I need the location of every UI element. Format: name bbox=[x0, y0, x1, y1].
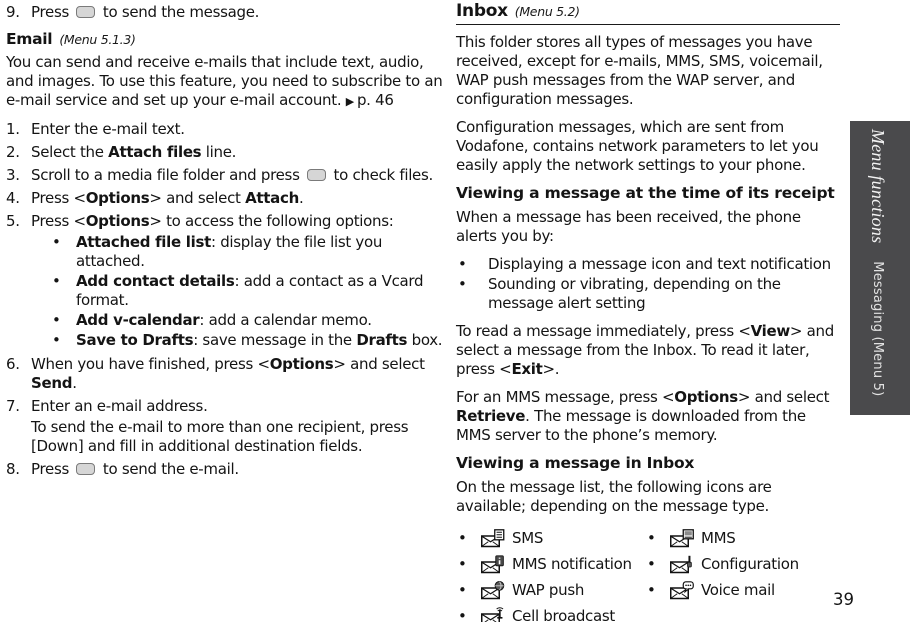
softkey-button-icon bbox=[307, 169, 326, 181]
bullet-icon: • bbox=[52, 311, 61, 329]
sidebar-book-title: Menu functions bbox=[868, 129, 889, 244]
sub-bullet-text bbox=[76, 331, 452, 350]
step-number: 1. bbox=[6, 120, 20, 138]
step-number: 5. bbox=[6, 212, 20, 230]
step-number: 9. bbox=[6, 3, 20, 21]
text-run: > and select bbox=[737, 388, 830, 406]
emphasis-text: Exit bbox=[511, 360, 543, 378]
alert-paragraph: When a message has been received, the phone alerts you by: bbox=[456, 208, 801, 245]
step-body bbox=[31, 212, 452, 351]
text-run: . The message is downloaded from the MMS server to the phone’s memory. bbox=[456, 407, 806, 444]
step-number: 2. bbox=[6, 143, 20, 161]
inbox-section-title: Inbox bbox=[456, 1, 508, 21]
inbox-view-heading: Viewing a message in Inbox bbox=[456, 454, 695, 472]
text-run: Select the bbox=[31, 143, 109, 161]
email-section-heading bbox=[6, 30, 452, 49]
step-body bbox=[31, 143, 452, 162]
text-run: : display the file list you attached. bbox=[76, 233, 383, 270]
message-icon-column-left bbox=[456, 525, 645, 622]
mms-notification-icon bbox=[480, 555, 505, 574]
text-run: to send the message. bbox=[98, 3, 260, 21]
text-run: > to access the following options: bbox=[149, 212, 394, 230]
numbered-step bbox=[6, 166, 452, 185]
inbox-menu-reference: (Menu 5.2) bbox=[514, 4, 580, 19]
step-continuation-text: To send the e-mail to more than one recipient, press [Down] and fill in additional destination fields. bbox=[31, 418, 409, 455]
step-text bbox=[31, 120, 452, 139]
text-run: Press < bbox=[31, 212, 86, 230]
text-run: : add a contact as a Vcard format. bbox=[76, 272, 424, 309]
step-text bbox=[31, 212, 452, 231]
wap-push-icon bbox=[480, 581, 505, 600]
bullet-icon: • bbox=[647, 554, 656, 573]
sidebar-chapter-label: Messaging (Menu 5) bbox=[870, 261, 886, 397]
emphasis-text: Options bbox=[269, 355, 334, 373]
sidebar-tab bbox=[850, 121, 910, 415]
sub-bullet-text bbox=[76, 272, 452, 310]
step-text bbox=[31, 460, 452, 479]
emphasis-text: Options bbox=[85, 212, 150, 230]
alert-bullet-text: Sounding or vibrating, depending on the message alert setting bbox=[488, 275, 781, 312]
text-run: > and select bbox=[333, 355, 425, 373]
step-body bbox=[31, 460, 452, 479]
emphasis-text: View bbox=[750, 322, 790, 340]
step-text bbox=[31, 3, 452, 22]
text-run: You can send and receive e-mails that include text, audio, and images. To use this feature, you need to subscribe to an e-mail service and set up your e-mail account. bbox=[6, 53, 443, 109]
page-number: 39 bbox=[833, 590, 854, 609]
emphasis-text: Save to Drafts bbox=[76, 331, 194, 349]
step-number: 3. bbox=[6, 166, 20, 184]
email-section-title: Email bbox=[6, 30, 53, 48]
text-run: > and select a message from the Inbox. To read it later, press < bbox=[456, 322, 834, 378]
sub-bullet-text bbox=[76, 233, 452, 271]
left-column bbox=[6, 3, 452, 483]
text-run: Press < bbox=[31, 189, 86, 207]
text-run: : add a calendar memo. bbox=[199, 311, 372, 329]
step-body bbox=[31, 189, 452, 208]
text-run: To read a message immediately, press < bbox=[456, 322, 751, 340]
message-type-label: MMS notification bbox=[512, 554, 632, 573]
message-type-item bbox=[456, 603, 645, 622]
numbered-step bbox=[6, 355, 452, 393]
mms-icon bbox=[669, 529, 694, 548]
page-reference-arrow-icon: ▶ bbox=[345, 95, 354, 108]
bullet-icon: • bbox=[647, 528, 656, 547]
softkey-button-icon bbox=[76, 463, 95, 475]
bullet-icon: • bbox=[647, 580, 656, 599]
message-type-item bbox=[645, 551, 840, 577]
step-text bbox=[31, 189, 452, 208]
carryover-step-container bbox=[6, 3, 452, 22]
step-number: 8. bbox=[6, 460, 20, 478]
mms-retrieve-paragraph bbox=[456, 388, 840, 445]
emphasis-text: Add contact details bbox=[76, 272, 235, 290]
message-type-label: WAP push bbox=[512, 580, 585, 599]
text-run: p. 46 bbox=[356, 91, 394, 109]
step-body bbox=[31, 166, 452, 185]
text-run: Scroll to a media file folder and press bbox=[31, 166, 305, 184]
voice-mail-icon bbox=[669, 581, 694, 600]
step-body bbox=[31, 355, 452, 393]
text-run: . bbox=[72, 374, 77, 392]
message-icon-column-right bbox=[645, 525, 840, 622]
text-run: >. bbox=[542, 360, 560, 378]
sidebar-rotated-labels bbox=[859, 129, 897, 407]
step-body bbox=[31, 397, 452, 456]
read-message-paragraph bbox=[456, 322, 840, 379]
bullet-icon: • bbox=[52, 233, 61, 251]
bullet-icon: • bbox=[458, 606, 467, 622]
step-text bbox=[31, 166, 452, 185]
sub-bullet-item bbox=[48, 272, 452, 310]
numbered-step bbox=[6, 212, 452, 351]
bullet-icon: • bbox=[458, 580, 467, 599]
bullet-icon: • bbox=[458, 255, 467, 273]
numbered-step bbox=[6, 3, 452, 22]
sub-bullet-text bbox=[76, 311, 452, 330]
softkey-button-icon bbox=[76, 6, 95, 18]
text-run: Enter the e-mail text. bbox=[31, 120, 185, 138]
text-run: to send the e-mail. bbox=[98, 460, 239, 478]
alert-bullet-item bbox=[456, 255, 840, 274]
step-number: 7. bbox=[6, 397, 20, 415]
numbered-step bbox=[6, 397, 452, 456]
cell-broadcast-icon bbox=[480, 607, 505, 622]
step-number: 6. bbox=[6, 355, 20, 373]
message-type-label: Configuration bbox=[701, 554, 799, 573]
sub-bullet-item bbox=[48, 233, 452, 271]
alert-bullets bbox=[456, 255, 840, 313]
receipt-heading: Viewing a message at the time of its receipt bbox=[456, 184, 835, 202]
text-run: . bbox=[298, 189, 304, 207]
message-type-item bbox=[456, 577, 645, 603]
right-column bbox=[456, 2, 840, 622]
text-run: Press bbox=[31, 460, 74, 478]
message-type-item bbox=[456, 551, 645, 577]
text-run: : save message in the bbox=[193, 331, 357, 349]
bullet-icon: • bbox=[52, 331, 61, 349]
numbered-step bbox=[6, 189, 452, 208]
email-intro-paragraph bbox=[6, 53, 452, 111]
text-run: When you have finished, press < bbox=[31, 355, 270, 373]
numbered-step bbox=[6, 143, 452, 162]
bullet-icon: • bbox=[52, 272, 61, 290]
message-type-item bbox=[645, 577, 840, 603]
message-type-item bbox=[456, 525, 645, 551]
emphasis-text: Send bbox=[31, 374, 73, 392]
sub-bullet-item bbox=[48, 311, 452, 330]
email-menu-reference: (Menu 5.1.3) bbox=[59, 32, 136, 47]
message-type-label: MMS bbox=[701, 528, 736, 547]
sms-icon bbox=[480, 529, 505, 548]
icons-paragraph: On the message list, the following icons are available; depending on the message type. bbox=[456, 478, 772, 515]
configuration-icon bbox=[669, 555, 694, 574]
emphasis-text: Options bbox=[674, 388, 738, 406]
numbered-step bbox=[6, 120, 452, 139]
alert-bullet-text: Displaying a message icon and text notification bbox=[488, 255, 831, 273]
emphasis-text: Attached file list bbox=[76, 233, 211, 251]
message-type-item bbox=[645, 525, 840, 551]
text-run: Press bbox=[31, 3, 74, 21]
text-run: Enter an e-mail address. bbox=[31, 397, 208, 415]
bullet-icon: • bbox=[458, 275, 467, 293]
step-body bbox=[31, 120, 452, 139]
email-steps bbox=[6, 120, 452, 479]
bullet-icon: • bbox=[458, 528, 467, 547]
inbox-folder-paragraph: This folder stores all types of messages you have received, except for e-mails, MMS, SMS, voicemail, WAP push messages from the WAP server, and configuration messages. bbox=[456, 33, 823, 108]
step-number: 4. bbox=[6, 189, 20, 207]
message-type-label: SMS bbox=[512, 528, 544, 547]
text-run: For an MMS message, press < bbox=[456, 388, 675, 406]
text-run: box. bbox=[407, 331, 443, 349]
inbox-section-heading bbox=[456, 2, 840, 25]
text-run: line. bbox=[201, 143, 237, 161]
numbered-step bbox=[6, 460, 452, 479]
alert-bullet-item bbox=[456, 275, 840, 313]
sub-bullet-item bbox=[48, 331, 452, 350]
emphasis-text: Attach bbox=[245, 189, 299, 207]
step-text bbox=[31, 397, 452, 416]
emphasis-text: Drafts bbox=[356, 331, 408, 349]
emphasis-text: Attach files bbox=[108, 143, 202, 161]
message-type-label: Voice mail bbox=[701, 580, 775, 599]
step-text bbox=[31, 355, 452, 393]
message-icon-grid bbox=[456, 525, 840, 622]
emphasis-text: Add v-calendar bbox=[76, 311, 200, 329]
message-type-label: Cell broadcast bbox=[512, 606, 615, 622]
emphasis-text: Retrieve bbox=[456, 407, 526, 425]
configuration-paragraph: Configuration messages, which are sent from Vodafone, contains network parameters to let you easily apply the network settings to your phone. bbox=[456, 118, 819, 174]
text-run: > and select bbox=[149, 189, 246, 207]
text-run: to check files. bbox=[329, 166, 433, 184]
bullet-icon: • bbox=[458, 554, 467, 573]
step-body bbox=[31, 3, 452, 22]
step-text bbox=[31, 143, 452, 162]
step-sub-bullets bbox=[48, 233, 452, 350]
emphasis-text: Options bbox=[85, 189, 150, 207]
